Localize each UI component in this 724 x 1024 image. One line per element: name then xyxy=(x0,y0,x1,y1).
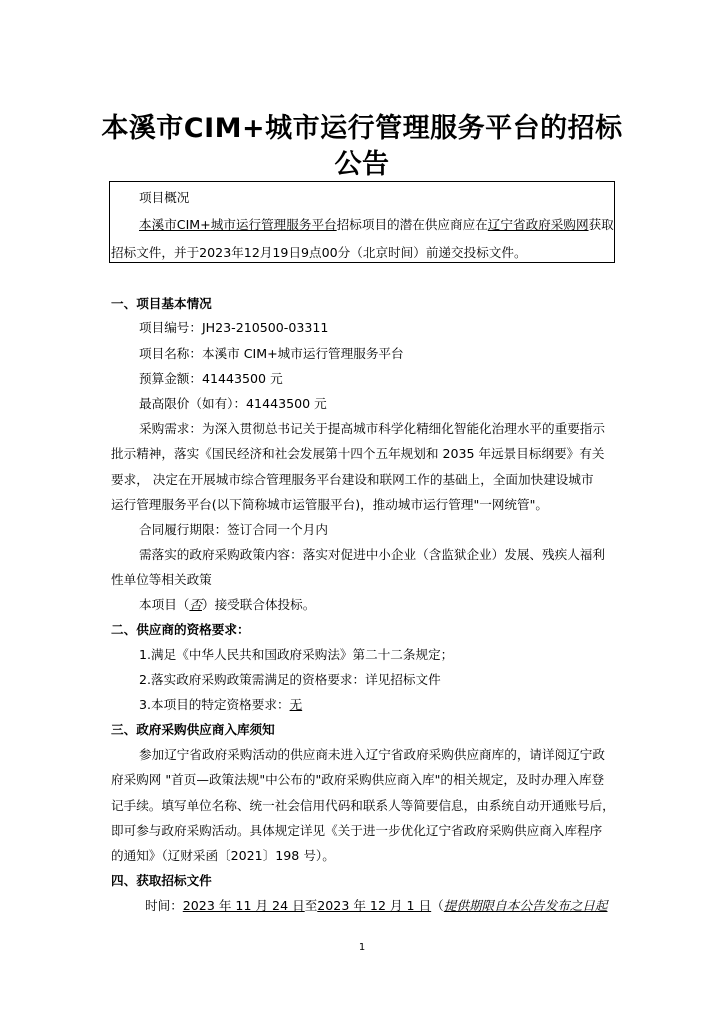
demand-line-1: 采购需求：为深入贯彻总书记关于提高城市科学化精细化智能化治理水平的重要指示 xyxy=(139,421,605,436)
acquisition-time: 时间：2023 年 11 月 24 日至2023 年 12 月 1 日（提供期限自本公告发布之日起 xyxy=(145,898,608,913)
consortium-line: 本项目（否）接受联合体投标。 xyxy=(139,597,316,612)
time-end: 2023 年 12 月 1 日 xyxy=(317,898,432,913)
policy-line-2: 性单位等相关政策 xyxy=(111,572,212,587)
demand-line-2: 批示精神，落实《国民经济和社会发展第十四个五年规划和 2035 年远景目标纲要》有关 xyxy=(111,446,605,461)
requirement-3: 3.本项目的特定资格要求：无 xyxy=(139,697,303,712)
page-number: 1 xyxy=(358,942,366,953)
section3-heading: 三、政府采购供应商入库须知 xyxy=(111,722,275,737)
summary-heading: 项目概况 xyxy=(139,190,190,205)
requirement-3-value: 无 xyxy=(289,697,303,712)
policy-line-1: 需落实的政府采购政策内容：落实对促进中小企业（含监狱企业）发展、残疾人福利 xyxy=(139,547,605,562)
time-start: 2023 年 11 月 24 日 xyxy=(182,898,305,913)
project-name-link: 本溪市CIM+城市运行管理服务平台 xyxy=(139,217,337,232)
time-note: 提供期限自本公告发布之日起 xyxy=(443,898,608,913)
procurement-site-link: 辽宁省政府采购网 xyxy=(487,217,589,232)
max-price: 最高限价（如有）：41443500 元 xyxy=(139,396,327,411)
registration-line-1: 参加辽宁省政府采购活动的供应商未进入辽宁省政府采购供应商库的，请详阅辽宁政 xyxy=(139,747,605,762)
registration-line-3: 记手续。填写单位名称、统一社会信用代码和联系人等简要信息，由系统自动开通账号后， xyxy=(111,798,615,813)
demand-line-3: 要求， 决定在开展城市综合管理服务平台建设和联网工作的基础上，全面加快建设城市 xyxy=(111,472,594,487)
section1-heading: 一、项目基本情况 xyxy=(111,296,212,311)
section2-heading: 二、供应商的资格要求： xyxy=(111,622,250,637)
summary-line-2: 招标文件，并于2023年12月19日9点00分（北京时间）前递交投标文件。 xyxy=(111,245,527,260)
requirement-2: 2.落实政府采购政策需满足的资格要求：详见招标文件 xyxy=(139,672,441,687)
registration-line-2: 府采购网 "首页—政策法规"中公布的"政府采购供应商入库"的相关规定，及时办理入库登 xyxy=(111,772,605,787)
document-title-line2: 公告 xyxy=(334,149,390,180)
consortium-value: 否 xyxy=(189,597,202,612)
contract-period: 合同履行期限：签订合同一个月内 xyxy=(139,522,328,537)
summary-line-1: 本溪市CIM+城市运行管理服务平台招标项目的潜在供应商应在辽宁省政府采购网获取 xyxy=(139,217,614,232)
project-name: 项目名称：本溪市 CIM+城市运行管理服务平台 xyxy=(139,346,404,361)
section4-heading: 四、获取招标文件 xyxy=(111,873,212,888)
registration-line-4: 即可参与政府采购活动。具体规定详见《关于进一步优化辽宁省政府采购供应商入库程序 xyxy=(111,823,603,838)
registration-line-5: 的通知》（辽财采函〔2021〕198 号）。 xyxy=(111,848,335,863)
budget-amount: 预算金额：41443500 元 xyxy=(139,371,283,386)
project-number: 项目编号：JH23-210500-03311 xyxy=(139,320,329,335)
requirement-1: 1.满足《中华人民共和国政府采购法》第二十二条规定； xyxy=(139,647,454,662)
document-title-line1: 本溪市CIM+城市运行管理服务平台的招标 xyxy=(101,113,623,144)
demand-line-4: 运行管理服务平台(以下简称城市运管服平台)，推动城市运行管理"一网统管"。 xyxy=(111,497,549,512)
